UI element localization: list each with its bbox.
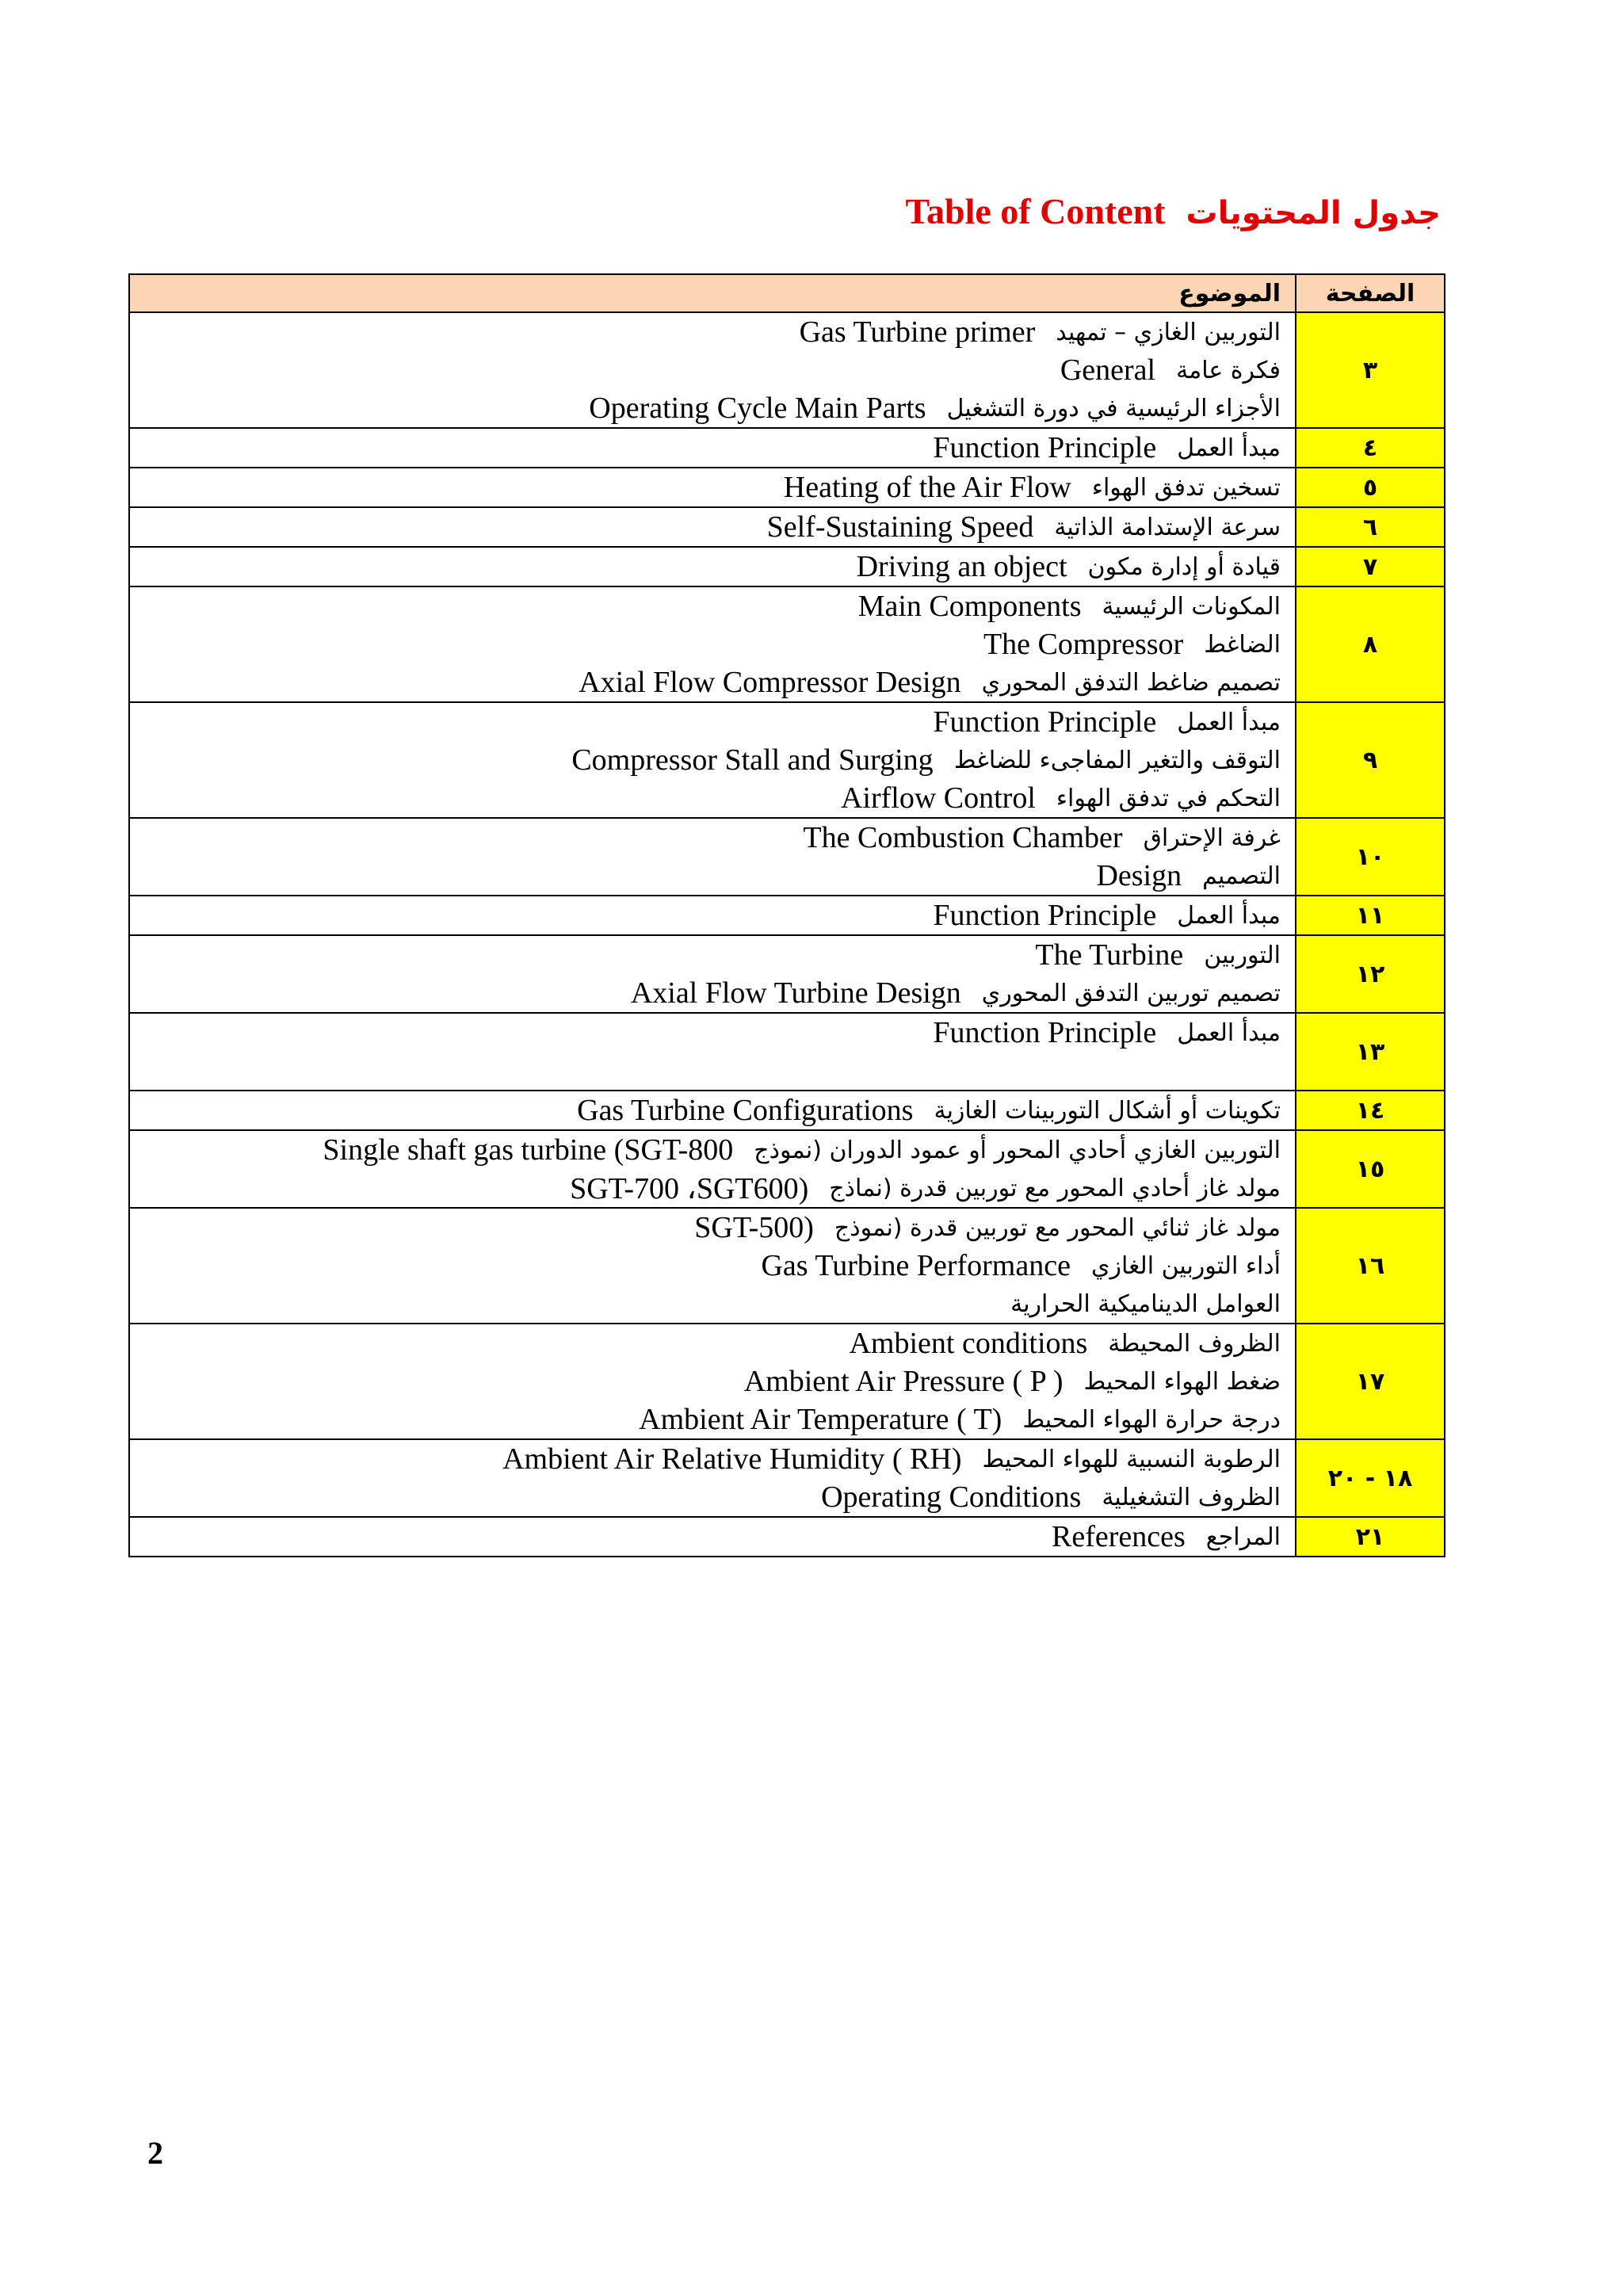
topic-english: Gas Turbine primer bbox=[799, 315, 1036, 349]
toc-topic-line bbox=[144, 1362, 1281, 1400]
toc-topic bbox=[129, 1013, 1296, 1091]
toc-topic bbox=[129, 468, 1296, 507]
toc-page-number: ١٧ bbox=[1296, 1324, 1445, 1439]
toc-topic-line bbox=[144, 1285, 1281, 1323]
toc-topic bbox=[129, 1208, 1296, 1324]
topic-arabic: أداء التوربين الغازي bbox=[1090, 1251, 1281, 1280]
topic-arabic: المكونات الرئيسية bbox=[1102, 592, 1281, 621]
topic-english: Driving an object bbox=[856, 550, 1067, 583]
toc-header-row bbox=[129, 274, 1445, 312]
toc-topic bbox=[129, 1439, 1296, 1517]
topic-arabic: تصميم ضاغط التدفق المحوري bbox=[981, 668, 1281, 697]
toc-row bbox=[129, 1517, 1445, 1557]
toc-row bbox=[129, 1013, 1445, 1091]
toc-topic bbox=[129, 312, 1296, 428]
topic-arabic: تصميم توربين التدفق المحوري bbox=[981, 979, 1281, 1007]
topic-arabic: مولد غاز ثنائي المحور مع توربين قدرة (نموذج bbox=[834, 1213, 1281, 1242]
topic-arabic: تكوينات أو أشكال التوربينات الغازية bbox=[934, 1096, 1281, 1125]
toc-topic bbox=[129, 1517, 1296, 1557]
toc-topic-line bbox=[144, 896, 1281, 934]
header-topic: الموضوع bbox=[129, 274, 1296, 312]
topic-english: Axial Flow Turbine Design bbox=[630, 976, 961, 1010]
toc-page-number: ٧ bbox=[1296, 547, 1445, 586]
toc-topic bbox=[129, 1091, 1296, 1130]
topic-english: Main Components bbox=[857, 590, 1082, 623]
toc-page-number: ١١ bbox=[1296, 896, 1445, 935]
topic-arabic: فكرة عامة bbox=[1176, 356, 1281, 384]
toc-topic-line bbox=[144, 1014, 1281, 1052]
topic-english: Operating Cycle Main Parts bbox=[589, 392, 926, 425]
toc-topic-line bbox=[144, 1131, 1281, 1169]
toc-topic-line bbox=[144, 1440, 1281, 1478]
topic-arabic: المراجع bbox=[1205, 1522, 1281, 1551]
toc-row bbox=[129, 1324, 1445, 1439]
toc-topic bbox=[129, 586, 1296, 702]
topic-english: Function Principle bbox=[933, 431, 1157, 464]
topic-english: The Turbine bbox=[1035, 938, 1184, 972]
toc-page-number: ٦ bbox=[1296, 507, 1445, 547]
toc-heading-arabic: جدول المحتويات bbox=[1186, 195, 1441, 231]
topic-arabic: العوامل الديناميكية الحرارية bbox=[1010, 1289, 1281, 1318]
toc-topic-line bbox=[144, 741, 1281, 779]
topic-english: Heating of the Air Flow bbox=[783, 471, 1071, 504]
topic-arabic: درجة حرارة الهواء المحيط bbox=[1022, 1405, 1281, 1434]
toc-page-number: ٩ bbox=[1296, 702, 1445, 818]
toc-topic-line bbox=[144, 663, 1281, 701]
toc-topic-line bbox=[144, 587, 1281, 625]
topic-english: Ambient conditions bbox=[849, 1327, 1088, 1360]
topic-english: Function Principle bbox=[933, 1016, 1157, 1049]
toc-topic bbox=[129, 1324, 1296, 1439]
topic-arabic: الظروف المحيطة bbox=[1108, 1329, 1281, 1358]
topic-english: Gas Turbine Performance bbox=[761, 1249, 1071, 1282]
topic-english: Self-Sustaining Speed bbox=[766, 510, 1034, 544]
toc-row bbox=[129, 547, 1445, 586]
toc-page-number: ١٥ bbox=[1296, 1130, 1445, 1208]
toc-topic bbox=[129, 702, 1296, 818]
toc-page-number: ٨ bbox=[1296, 586, 1445, 702]
topic-arabic: مولد غاز أحادي المحور مع توربين قدرة (نماذج bbox=[829, 1174, 1281, 1202]
toc-page-number: ٢١ bbox=[1296, 1517, 1445, 1557]
toc-row bbox=[129, 1091, 1445, 1130]
toc-row bbox=[129, 935, 1445, 1013]
toc-topic-line bbox=[144, 1518, 1281, 1556]
toc-topic-line bbox=[144, 779, 1281, 817]
toc-row bbox=[129, 1439, 1445, 1517]
toc-page-number: ١٦ bbox=[1296, 1208, 1445, 1324]
page-number: 2 bbox=[147, 2135, 163, 2171]
topic-english: Ambient Air Pressure ( P ) bbox=[743, 1365, 1064, 1398]
topic-arabic: التوربين bbox=[1204, 941, 1281, 969]
toc-topic-line bbox=[144, 351, 1281, 389]
toc-page-number: ٤ bbox=[1296, 428, 1445, 468]
toc-row bbox=[129, 312, 1445, 428]
topic-english: References bbox=[1052, 1520, 1186, 1553]
topic-arabic: التصميم bbox=[1202, 861, 1281, 890]
toc-page-number: ١٠ bbox=[1296, 818, 1445, 896]
toc-topic-line bbox=[144, 1478, 1281, 1516]
toc-topic bbox=[129, 547, 1296, 586]
toc-heading bbox=[906, 190, 1441, 232]
toc-row bbox=[129, 896, 1445, 935]
toc-page-number: ١٢ bbox=[1296, 935, 1445, 1013]
toc-row bbox=[129, 586, 1445, 702]
topic-arabic: الضاغط bbox=[1204, 630, 1281, 659]
topic-arabic: مبدأ العمل bbox=[1177, 708, 1281, 736]
toc-topic bbox=[129, 1130, 1296, 1208]
topic-english: SGT-500) bbox=[694, 1211, 814, 1244]
toc-topic bbox=[129, 896, 1296, 935]
toc-page-number: ١٤ bbox=[1296, 1091, 1445, 1130]
topic-english: Gas Turbine Configurations bbox=[577, 1094, 914, 1127]
toc-row bbox=[129, 1208, 1445, 1324]
toc-row bbox=[129, 702, 1445, 818]
toc-topic-line bbox=[144, 508, 1281, 546]
toc-topic-line bbox=[144, 389, 1281, 427]
topic-arabic: مبدأ العمل bbox=[1177, 901, 1281, 930]
toc-topic bbox=[129, 507, 1296, 547]
toc-row bbox=[129, 1130, 1445, 1208]
topic-english: General bbox=[1060, 353, 1156, 387]
toc-topic bbox=[129, 428, 1296, 468]
toc-page-number: ٣ bbox=[1296, 312, 1445, 428]
toc-page-number: ١٨ - ٢٠ bbox=[1296, 1439, 1445, 1517]
toc-topic-line bbox=[144, 703, 1281, 741]
topic-english: The Combustion Chamber bbox=[803, 821, 1123, 854]
topic-arabic: مبدأ العمل bbox=[1177, 1018, 1281, 1047]
topic-arabic: ضغط الهواء المحيط bbox=[1083, 1367, 1281, 1396]
toc-topic bbox=[129, 818, 1296, 896]
topic-arabic: التحكم في تدفق الهواء bbox=[1056, 784, 1281, 812]
toc-topic bbox=[129, 935, 1296, 1013]
toc-topic-line bbox=[144, 857, 1281, 895]
toc-topic-line bbox=[144, 1209, 1281, 1247]
topic-english: Compressor Stall and Surging bbox=[571, 743, 934, 777]
topic-arabic: التوربين الغازي أحادي المحور أو عمود الدوران (نموذج bbox=[754, 1136, 1281, 1164]
toc-topic-line bbox=[144, 429, 1281, 467]
toc-topic-line bbox=[144, 1247, 1281, 1285]
toc-page-number: ٥ bbox=[1296, 468, 1445, 507]
topic-english: Design bbox=[1096, 859, 1182, 892]
toc-topic-line bbox=[144, 1169, 1281, 1207]
topic-arabic: تسخين تدفق الهواء bbox=[1091, 473, 1281, 502]
topic-english: Function Principle bbox=[933, 899, 1157, 932]
topic-english: SGT-700 ،SGT600) bbox=[570, 1171, 809, 1205]
toc-row bbox=[129, 507, 1445, 547]
topic-arabic: الأجزاء الرئيسية في دورة التشغيل bbox=[946, 394, 1281, 422]
topic-arabic: قيادة أو إدارة مكون bbox=[1087, 552, 1281, 581]
toc-topic-line bbox=[144, 625, 1281, 663]
topic-arabic: الظروف التشغيلية bbox=[1102, 1483, 1281, 1511]
toc-topic-line bbox=[144, 1091, 1281, 1129]
toc-topic-line bbox=[144, 1400, 1281, 1438]
topic-arabic: التوربين الغازي – تمهيد bbox=[1056, 318, 1281, 346]
toc-topic-line bbox=[144, 936, 1281, 974]
topic-english: Function Principle bbox=[933, 705, 1157, 739]
topic-english: Ambient Air Relative Humidity ( RH) bbox=[502, 1442, 962, 1476]
toc-topic-line bbox=[144, 974, 1281, 1012]
toc-topic-line bbox=[144, 1324, 1281, 1362]
topic-arabic: الرطوبة النسبية للهواء المحيط bbox=[982, 1445, 1281, 1473]
topic-arabic: مبدأ العمل bbox=[1177, 434, 1281, 462]
toc-topic-line bbox=[144, 313, 1281, 351]
topic-arabic: غرفة الإحتراق bbox=[1143, 823, 1281, 852]
topic-english: The Compressor bbox=[983, 628, 1184, 661]
topic-english: Axial Flow Compressor Design bbox=[579, 666, 961, 699]
toc-heading-english: Table of Content bbox=[905, 191, 1166, 231]
toc-topic-line bbox=[144, 548, 1281, 586]
topic-arabic: سرعة الإستدامة الذاتية bbox=[1054, 513, 1281, 541]
toc-page-number: ١٣ bbox=[1296, 1013, 1445, 1091]
toc-topic-line bbox=[144, 819, 1281, 857]
topic-english: Airflow Control bbox=[840, 781, 1036, 815]
toc-row bbox=[129, 468, 1445, 507]
topic-arabic: التوقف والتغير المفاجىء للضاغط bbox=[953, 746, 1281, 774]
header-page: الصفحة bbox=[1296, 274, 1445, 312]
toc-row bbox=[129, 428, 1445, 468]
toc-table bbox=[128, 273, 1445, 1557]
topic-english: Operating Conditions bbox=[821, 1480, 1082, 1514]
toc-row bbox=[129, 818, 1445, 896]
toc-topic-line bbox=[144, 468, 1281, 506]
topic-english: Single shaft gas turbine (SGT-800 bbox=[323, 1133, 734, 1167]
topic-english: Ambient Air Temperature ( T) bbox=[639, 1403, 1002, 1436]
